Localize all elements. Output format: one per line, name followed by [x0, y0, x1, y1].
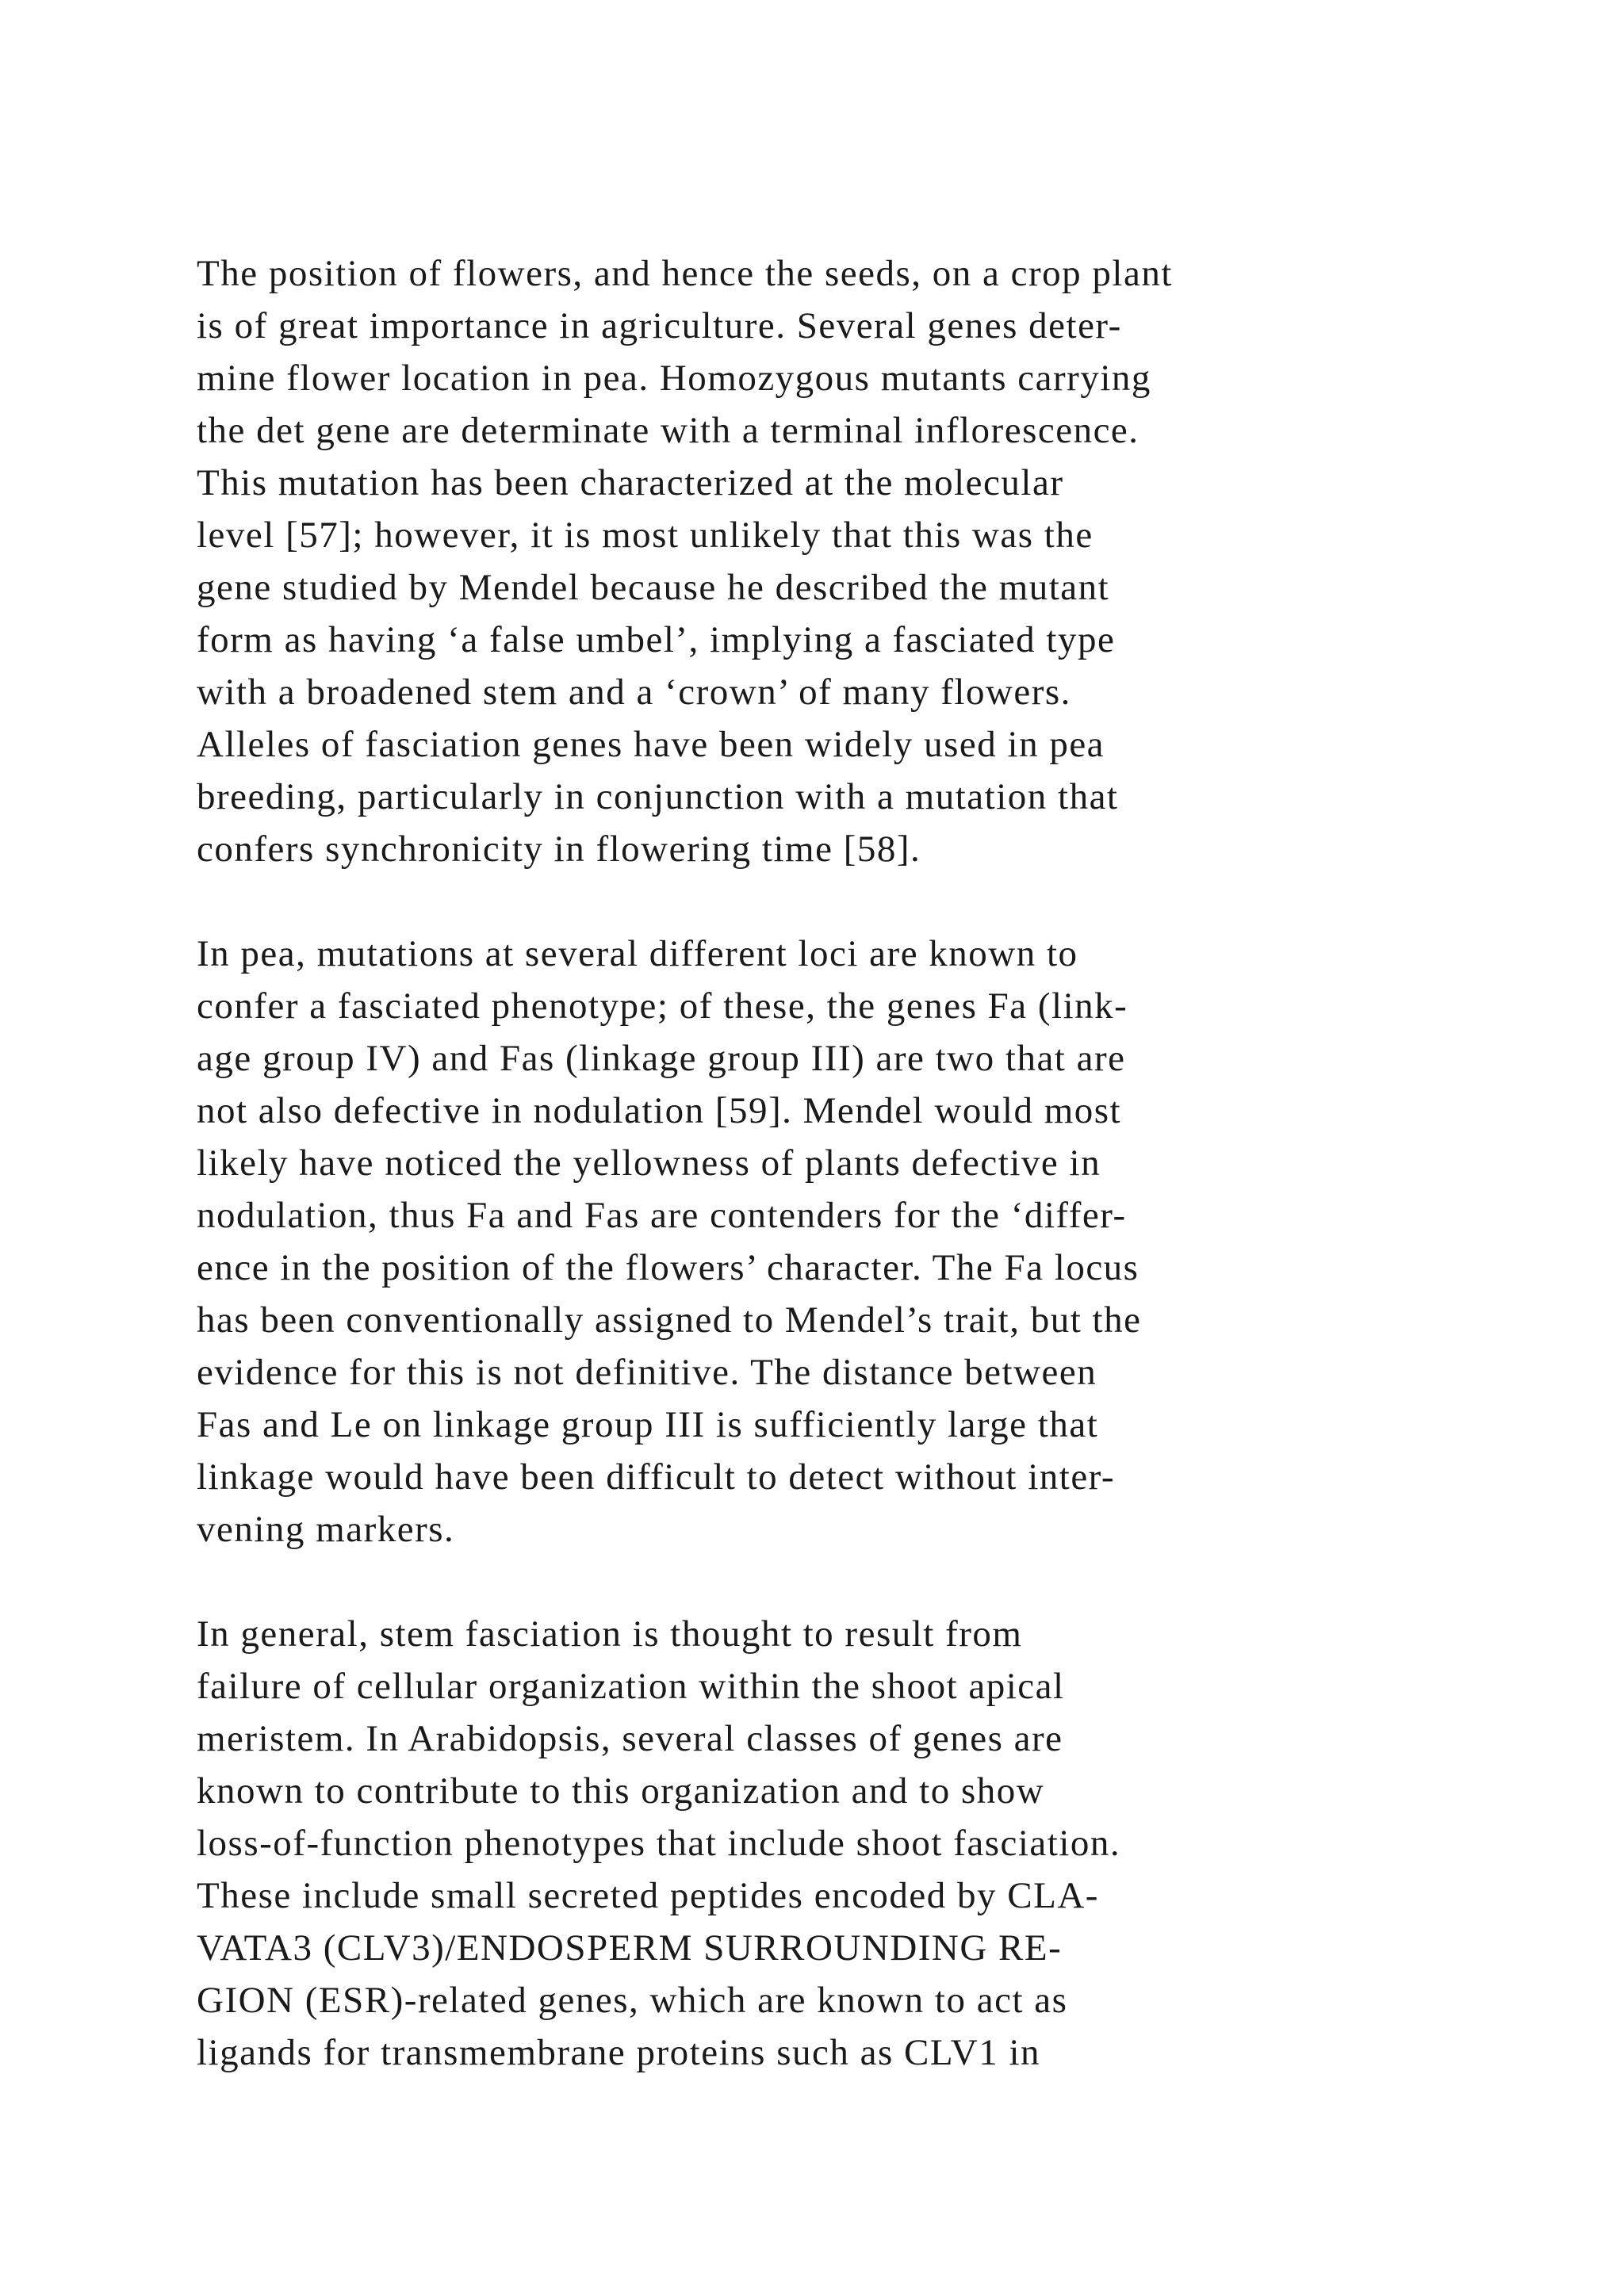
- paragraph-2: [197, 928, 1434, 1556]
- text-line: gene studied by Mendel because he described the mutant: [197, 567, 1110, 608]
- text-line: ence in the position of the flowers’ character. The Fa locus: [197, 1247, 1139, 1288]
- text-line: The position of flowers, and hence the seeds, on a crop plant: [197, 253, 1173, 294]
- text-line: loss-of-function phenotypes that include shoot fasciation.: [197, 1823, 1121, 1864]
- text-line: has been conventionally assigned to Mendel’s trait, but the: [197, 1299, 1142, 1341]
- text-line: mine flower location in pea. Homozygous mutants carrying: [197, 358, 1151, 399]
- text-line: the det gene are determinate with a terminal inflorescence.: [197, 410, 1139, 451]
- text-line: breeding, particularly in conjunction with a mutation that: [197, 776, 1119, 817]
- text-line: linkage would have been difficult to detect without inter-: [197, 1456, 1116, 1498]
- text-line: level [57]; however, it is most unlikely that this was the: [197, 515, 1094, 556]
- text-line: nodulation, thus Fa and Fas are contenders for the ‘differ-: [197, 1195, 1127, 1236]
- text-line: GION (ESR)-related genes, which are known to act as: [197, 1980, 1068, 2021]
- text-line: known to contribute to this organization and to show: [197, 1770, 1045, 1812]
- text-line: failure of cellular organization within the shoot apical: [197, 1666, 1065, 1707]
- text-line: This mutation has been characterized at the molecular: [197, 462, 1064, 503]
- text-line: Alleles of fasciation genes have been widely used in pea: [197, 724, 1105, 765]
- text-line: vening markers.: [197, 1509, 455, 1550]
- text-line: VATA3 (CLV3)/ENDOSPERM SURROUNDING RE-: [197, 1927, 1063, 1969]
- document-body: [197, 247, 1434, 2131]
- text-line: In general, stem fasciation is thought to result from: [197, 1613, 1023, 1655]
- paragraph-3: [197, 1608, 1434, 2079]
- text-line: Fas and Le on linkage group III is sufficiently large that: [197, 1404, 1099, 1445]
- text-line: age group IV) and Fas (linkage group III) are two that are: [197, 1038, 1126, 1079]
- text-line: ligands for transmembrane proteins such as CLV1 in: [197, 2032, 1040, 2073]
- text-line: confers synchronicity in flowering time [58].: [197, 828, 921, 870]
- text-line: These include small secreted peptides encoded by CLA-: [197, 1875, 1099, 1916]
- text-line: likely have noticed the yellowness of plants defective in: [197, 1142, 1101, 1184]
- paragraph-1: [197, 247, 1434, 875]
- text-line: In pea, mutations at several different loci are known to: [197, 933, 1078, 974]
- text-line: confer a fasciated phenotype; of these, the genes Fa (link-: [197, 985, 1128, 1027]
- text-line: is of great importance in agriculture. Several genes deter-: [197, 305, 1122, 346]
- text-line: with a broadened stem and a ‘crown’ of many flowers.: [197, 672, 1071, 713]
- text-line: meristem. In Arabidopsis, several classes of genes are: [197, 1718, 1063, 1759]
- text-line: evidence for this is not definitive. The distance between: [197, 1352, 1097, 1393]
- text-line: form as having ‘a false umbel’, implying a fasciated type: [197, 619, 1116, 660]
- text-line: not also defective in nodulation [59]. Mendel would most: [197, 1090, 1122, 1131]
